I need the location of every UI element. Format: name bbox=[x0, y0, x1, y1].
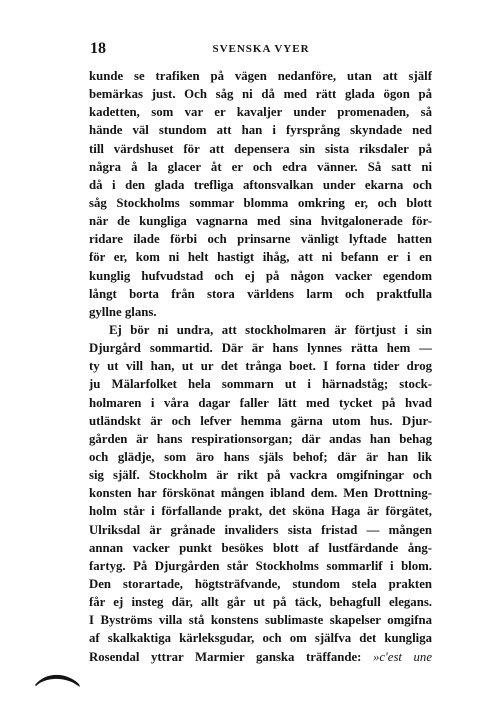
text-line: bemärkas just. Och såg ni då med rätt glada ögon på bbox=[89, 87, 432, 102]
running-head: SVENSKA VYER bbox=[212, 43, 310, 55]
text-line: för er, kom ni helt hastigt ihåg, att ni befann er i en bbox=[89, 250, 432, 265]
text-line: och glädje, som äro hans själs behof; där är han lik bbox=[89, 449, 432, 464]
text-line: långt borta från stora världens larm och praktfulla bbox=[89, 286, 432, 301]
text-line: annan vacker punkt besökes blott af lustfärdande ång- bbox=[89, 540, 432, 555]
text-line: Ulriksdal är grånade invaliders sista fristad — mången bbox=[89, 522, 432, 537]
ink-flourish-icon bbox=[34, 672, 82, 688]
text-line: I Byströms villa stå konstens sublimaste skapelser omgifna bbox=[89, 613, 432, 628]
text-line: ridare ilade förbi och prinsarne vänligt lyftade hatten bbox=[89, 232, 432, 247]
text-line: holmaren i våra dagar faller lätt med tycket på hvad bbox=[89, 395, 432, 410]
text-line: hände väl stundom att han i fyrsprång skyndade ned bbox=[89, 123, 432, 138]
page-number: 18 bbox=[90, 40, 106, 57]
text-line: får ej insteg där, allt går ut på täck, behagfull elegans. bbox=[89, 595, 432, 610]
text-line: Den storartade, högtsträfvande, stundom stela prakten bbox=[89, 576, 432, 591]
text-line: ju Mälarfolket hela sommarn ut i härnadståg; stock- bbox=[89, 377, 432, 392]
closing-text: Rosendal yttrar Marmier ganska träffande: bbox=[89, 649, 373, 664]
text-line: kunglig hufvudstad och ej på någon vacker egendom bbox=[89, 268, 432, 283]
text-line: holm står i förfallande prakt, det sköna Haga är förgätet, bbox=[89, 504, 432, 519]
text-line: ty ut vill han, ut ur det trånga boet. I forna tider drog bbox=[89, 359, 432, 374]
text-line: sig själf. Stockholm är rikt på vackra omgifningar och bbox=[89, 468, 432, 483]
text-line: gyllne glans. bbox=[89, 304, 157, 319]
body-text bbox=[89, 67, 432, 666]
text-line: kunde se trafiken på vägen nedanföre, utan att själf bbox=[89, 69, 432, 83]
page-header bbox=[90, 40, 432, 62]
closing-quote-italic: »c'est une bbox=[372, 649, 432, 664]
text-line: när de kungliga vagnarna med sina hvitgalonerade för- bbox=[89, 214, 432, 229]
text-line: af skalkaktiga kärleksgudar, och om själfva det kungliga bbox=[89, 631, 432, 646]
text-line: några å la glacer åt er och edra vänner. Så satt ni bbox=[89, 159, 432, 174]
text-line: kadetten, som var er kavaljer under promenaden, så bbox=[89, 105, 432, 120]
text-line: Djurgård sommartid. Där är hans lynnes rätta hem — bbox=[89, 341, 432, 356]
text-line: fartyg. På Djurgården står Stockholms sommarlif i blom. bbox=[89, 558, 432, 573]
text-line: till värdshuset för att depensera sin sista riksdaler på bbox=[89, 141, 432, 156]
text-line-closing bbox=[89, 648, 432, 666]
text-line: utländskt är och lefver hemma gärna utom hus. Djur- bbox=[89, 413, 432, 428]
text-line: såg Stockholms sommar blomma omkring er, och blott bbox=[89, 195, 432, 210]
text-line: Ej bör ni undra, att stockholmaren är förtjust i sin bbox=[109, 322, 432, 337]
text-line: gården är hans respirationsorgan; där andas han behag bbox=[89, 431, 432, 446]
text-line: då i den glada trefliga aftonsvalkan under ekarna och bbox=[89, 177, 432, 192]
text-line: konsten har förskönat mången ibland dem. Men Drottning- bbox=[89, 486, 432, 501]
